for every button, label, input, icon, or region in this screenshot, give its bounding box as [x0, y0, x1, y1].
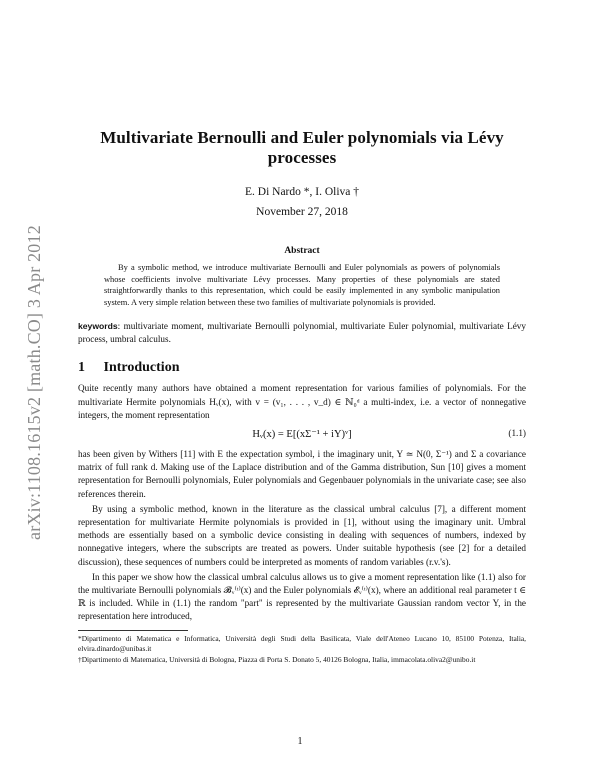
- equation-text: Hᵥ(x) = E[(xΣ⁻¹ + iY)ᵛ]: [252, 428, 352, 440]
- section-heading: [78, 360, 526, 376]
- keywords-label: keywords: [78, 321, 118, 332]
- keywords-text: : multivariate moment, multivariate Bernoulli polynomial, multivariate Euler polynomial, multivariate Lévy process, umbral calculus.: [78, 321, 526, 345]
- paper-date: November 27, 2018: [256, 206, 348, 218]
- paragraph-this-paper: In this paper we show how the classical umbral calculus allows us to give a moment representation like (1.1) also for the multivariate Bernoulli polynomials 𝓑ᵥ⁽ᵗ⁾(x) and the Euler polynomials 𝓔ᵥ⁽ᵗ⁾(x), where an additional real parameter t ∈ ℝ is included. While in (1.1) the random "part" is represented by the multivariate Gaussian random vector Y, in the representation here introduced,: [78, 571, 526, 622]
- keywords-line: [78, 320, 526, 346]
- page-number: 1: [297, 736, 303, 747]
- paragraph-symbolic-method: By using a symbolic method, known in the literature as the classical umbral calculus [7], a different moment representation for multivariate Hermite polynomials is provided in [1], without using the imaginary unit. Umbral methods are essentially based on a symbolic device consisting in dealing with sequences of numbers, indexed by nonnegative integers, where the subscripts are treated as powers. Under suitable hypothesis (see [2] for a detailed discussion), these sequences of numbers could be interpreted as moments of random variables (r.v.'s).: [78, 503, 526, 567]
- paragraph-withers: has been given by Withers [11] with E the expectation symbol, i the imaginary unit, Y ≃ N(0, Σ⁻¹) and Σ a covariance matrix of full rank d. Making use of the Laplace distribution and of the Gamma distribution, Sun [10] gives a moment representation for Bernoulli polynomials, Euler polynomials and Gegenbauer polynomials in the univariate case; see also references therein.: [78, 448, 526, 499]
- page-content: [78, 128, 526, 666]
- abstract-text: By a symbolic method, we introduce multivariate Bernoulli and Euler polynomials as powers of polynomials whose coefficients involve multivariate Lévy processes. Many properties of these polynomials are stated straightforwardly thanks to this representation, which could be easily implemented in any symbolic manipulation system. A very simple relation between these two families of multivariate polynomials is provided.: [104, 263, 500, 307]
- footnotes: [78, 634, 526, 665]
- arxiv-identifier-stamp: arXiv:1108.1615v2 [math.CO] 3 Apr 2012: [24, 225, 44, 540]
- equation-number: (1.1): [508, 427, 526, 438]
- equation-1-1: [78, 428, 526, 442]
- section-title: Introduction: [103, 360, 180, 376]
- footnote-divider: [78, 630, 188, 631]
- footnote-di-nardo: *Dipartimento di Matematica e Informatica, Università degli Studi della Basilicata, Viale dell'Ateneo Lucano 10, 85100 Potenza, Italia, elvira.dinardo@unibas.it: [78, 633, 526, 653]
- abstract-heading: Abstract: [284, 246, 320, 256]
- paper-title: Multivariate Bernoulli and Euler polynomials via Lévy processes: [100, 128, 504, 167]
- authors-line: E. Di Nardo *, I. Oliva †: [244, 186, 360, 198]
- section-number: 1: [78, 360, 85, 376]
- paragraph-intro: Quite recently many authors have obtained a moment representation for various families of polynomials. For the multivariate Hermite polynomials Hᵥ(x), with v = (v₁, . . . , v_d) ∈ ℕ₀ᵈ a multi-index, i.e. a vector of nonnegative integers, the moment representation: [78, 383, 526, 420]
- footnote-oliva: †Dipartimento di Matematica, Università di Bologna, Piazza di Porta S. Donato 5, 40126 Bologna, Italia, immacolata.oliva2@unibo.it: [78, 654, 476, 664]
